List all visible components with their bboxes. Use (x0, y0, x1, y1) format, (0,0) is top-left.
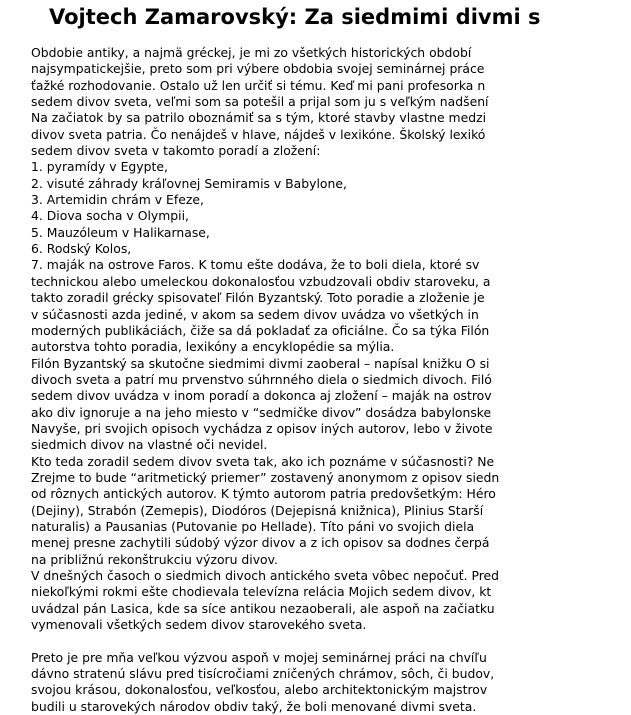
document-title: Vojtech Zamarovský: Za siedmimi divmi s (49, 5, 541, 29)
body-line: siedmich divov na vlastné oči nevidel. (31, 437, 268, 453)
body-line: najsympatickejšie, preto som pri výbere obdobia svojej seminárnej práce (31, 61, 485, 77)
body-line: Na začiatok by sa patrilo oboznámiť sa s tým, ktoré stavby vlastne medzi (31, 110, 487, 126)
document-body (31, 45, 631, 715)
body-line: sedem divov sveta v takomto poradí a zložení: (31, 143, 321, 159)
body-line: Zrejme to bude “aritmetický priemer” zostavený anonymom z opisov siedn (31, 469, 500, 485)
body-line: 4. Diova socha v Olympii, (31, 208, 189, 224)
body-line: dávno stratenú slávu pred tisícročiami zničených chrámov, sôch, či budov, (31, 666, 495, 682)
body-line: niekoľkými rokmi ešte chodievala televízna relácia Mojich sedem divov, kt (31, 584, 492, 600)
body-line: 7. maják na ostrove Faros. K tomu ešte dodáva, že to boli diela, ktoré sv (31, 257, 480, 273)
body-line: naturalis) a Pausanias (Putovanie po Hellade). Títo páni vo svojich diela (31, 518, 475, 534)
body-line: 6. Rodský Kolos, (31, 241, 132, 257)
body-line: divov sveta patria. Čo nenájdeš v hlave, nájdeš v lexikóne. Školský lexikó (31, 126, 486, 142)
body-line: uvádzal pán Lasica, kde sa síce antikou nezaoberali, ale aspoň na začiatku (31, 600, 495, 616)
body-line: Filón Byzantský sa skutočne siedmimi divmi zaoberal – napísal knižku O si (31, 355, 490, 371)
body-line: Kto teda zoradil sedem divov sveta tak, ako ich poznáme v súčasnosti? Ne (31, 453, 495, 469)
body-line: takto zoradil grécky spisovateľ Filón Byzantský. Toto poradie a zloženie je (31, 290, 485, 306)
body-line: od rôznych antických autorov. K týmto autorom patria predovšetkým: Héro (31, 486, 496, 502)
body-line: v súčasnosti azda jediné, v akom sa sedem divov uvádza vo všetkých in (31, 306, 479, 322)
body-line: Navyše, pri svojich opisoch vychádza z opisov iných autorov, lebo v živote (31, 420, 493, 436)
body-line: menej presne zachytili súdobý výzor divov a z ich opisov sa dodnes čerpá (31, 535, 490, 551)
body-line: 1. pyramídy v Egypte, (31, 159, 168, 175)
body-line: ako div ignoruje a na jeho miesto v “sedmičke divov” dosádza babylonske (31, 404, 492, 420)
body-line: sedem divov sveta, veľmi som sa potešil a prijal som ju s veľkým nadšení (31, 94, 489, 110)
body-line: na približnú rekonštrukciu výzoru divov. (31, 551, 278, 567)
body-line: vymenovali všetkých sedem divov starovekého sveta. (31, 617, 367, 633)
body-line: autorstva tohto poradia, lexikóny a encyklopédie sa mýlia. (31, 339, 395, 355)
body-line: sedem divov uvádza v inom poradí a dokonca aj zložení – maják na ostrov (31, 388, 492, 404)
body-line: divoch sveta a patrí mu prvenstvo súhrnného diela o siedmich divoch. Filó (31, 371, 492, 387)
body-line: 3. Artemidin chrám v Efeze, (31, 192, 204, 208)
body-line: Preto je pre mňa veľkou výzvou aspoň v mojej seminárnej práci na chvíľu (31, 649, 487, 665)
body-line: budili u starovekých národov obdiv taký, že boli menované divmi sveta. (31, 698, 477, 714)
body-line: (Dejiny), Strabón (Zemepis), Diodóros (Dejepisná knižnica), Plinius Starší (31, 502, 484, 518)
body-line: svojou krásou, dokonalosťou, veľkosťou, alebo architektonickým majstrov (31, 682, 488, 698)
body-line: 2. visuté záhrady kráľovnej Semiramis v Babylone, (31, 175, 347, 191)
body-line: Obdobie antiky, a najmä gréckej, je mi zo všetkých historických období (31, 45, 472, 60)
body-line: ťažké rozhodovanie. Ostalo už len určiť si tému. Keď mi pani profesorka n (31, 77, 486, 93)
body-line: moderných publikáciách, čiže sa dá pokladať za oficiálne. Čo sa týka Filón (31, 322, 490, 338)
body-line: 5. Mauzóleum v Halikarnase, (31, 224, 210, 240)
body-line: V dnešných časoch o siedmich divoch antického sveta vôbec nepočuť. Pred (31, 568, 500, 583)
paragraph-gap (31, 633, 631, 649)
body-line: technickou alebo umeleckou dokonalosťou vzbudzovali obdiv staroveku, a (31, 273, 491, 289)
